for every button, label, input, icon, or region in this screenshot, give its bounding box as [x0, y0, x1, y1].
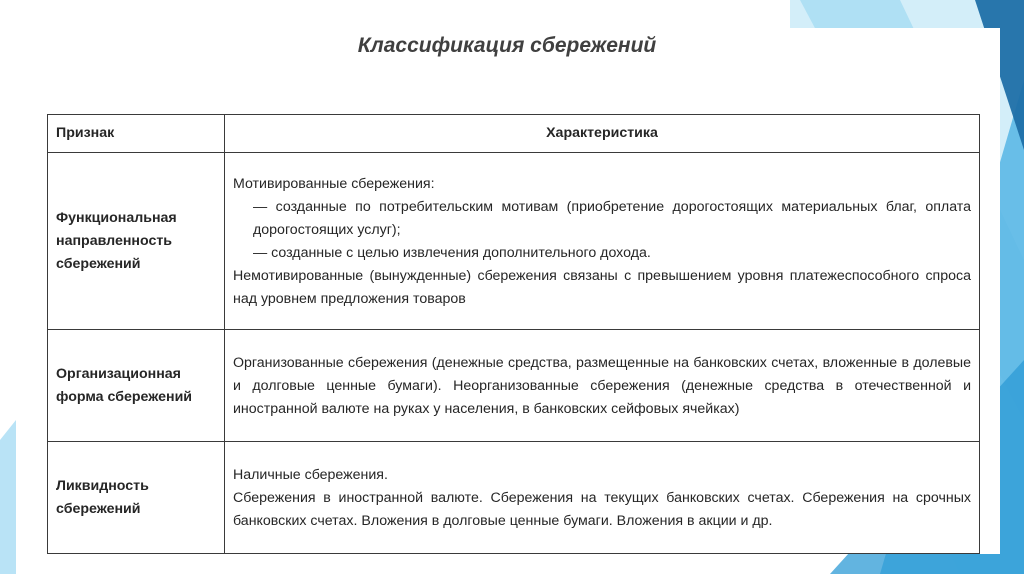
desc-item: — созданные с целью извлечения дополнительного дохода. — [253, 244, 651, 261]
feature-cell: Функциональная направленность сбережений — [48, 153, 225, 330]
header-characteristic: Характеристика — [225, 115, 980, 153]
classification-table — [47, 114, 980, 554]
table-row — [48, 153, 980, 330]
desc-outro: Немотивированные (вынужденные) сбережения связаны с превышением уровня платежеспособного спроса над уровнем предложения товаров — [233, 267, 971, 307]
description-cell — [225, 153, 980, 330]
desc-intro: Мотивированные сбережения: — [233, 175, 435, 192]
table-row — [48, 442, 980, 554]
table-row — [48, 330, 980, 442]
feature-cell: Организационная форма сбережений — [48, 330, 225, 442]
table-header-row — [48, 115, 980, 153]
desc-item: — созданные по потребительским мотивам (приобретение дорогостоящих материальных благ, оплата дорогостоящих услуг); — [253, 198, 971, 238]
description-cell — [225, 442, 980, 554]
header-sign: Признак — [48, 115, 225, 153]
desc-text: Сбережения в иностранной валюте. Сбережения на текущих банковских счетах. Сбережения на срочных банковских счетах. Вложения в долговые ценные бумаги. Вложения в акции и др. — [233, 489, 971, 529]
deco-thin-strip — [0, 420, 16, 574]
slide-title: Классификация сбережений — [357, 34, 657, 57]
description-cell: Организованные сбережения (денежные средства, размещенные на банковских счетах, вложенные в долевые и долговые ценные бумаги). Неорганизованные сбережения (денежные средства в отечественной и иностранной валюте на руках у населения, в банковских сейфовых ячейках) — [225, 330, 980, 442]
feature-cell: Ликвидность сбережений — [48, 442, 225, 554]
desc-line: Наличные сбережения. — [233, 466, 388, 483]
